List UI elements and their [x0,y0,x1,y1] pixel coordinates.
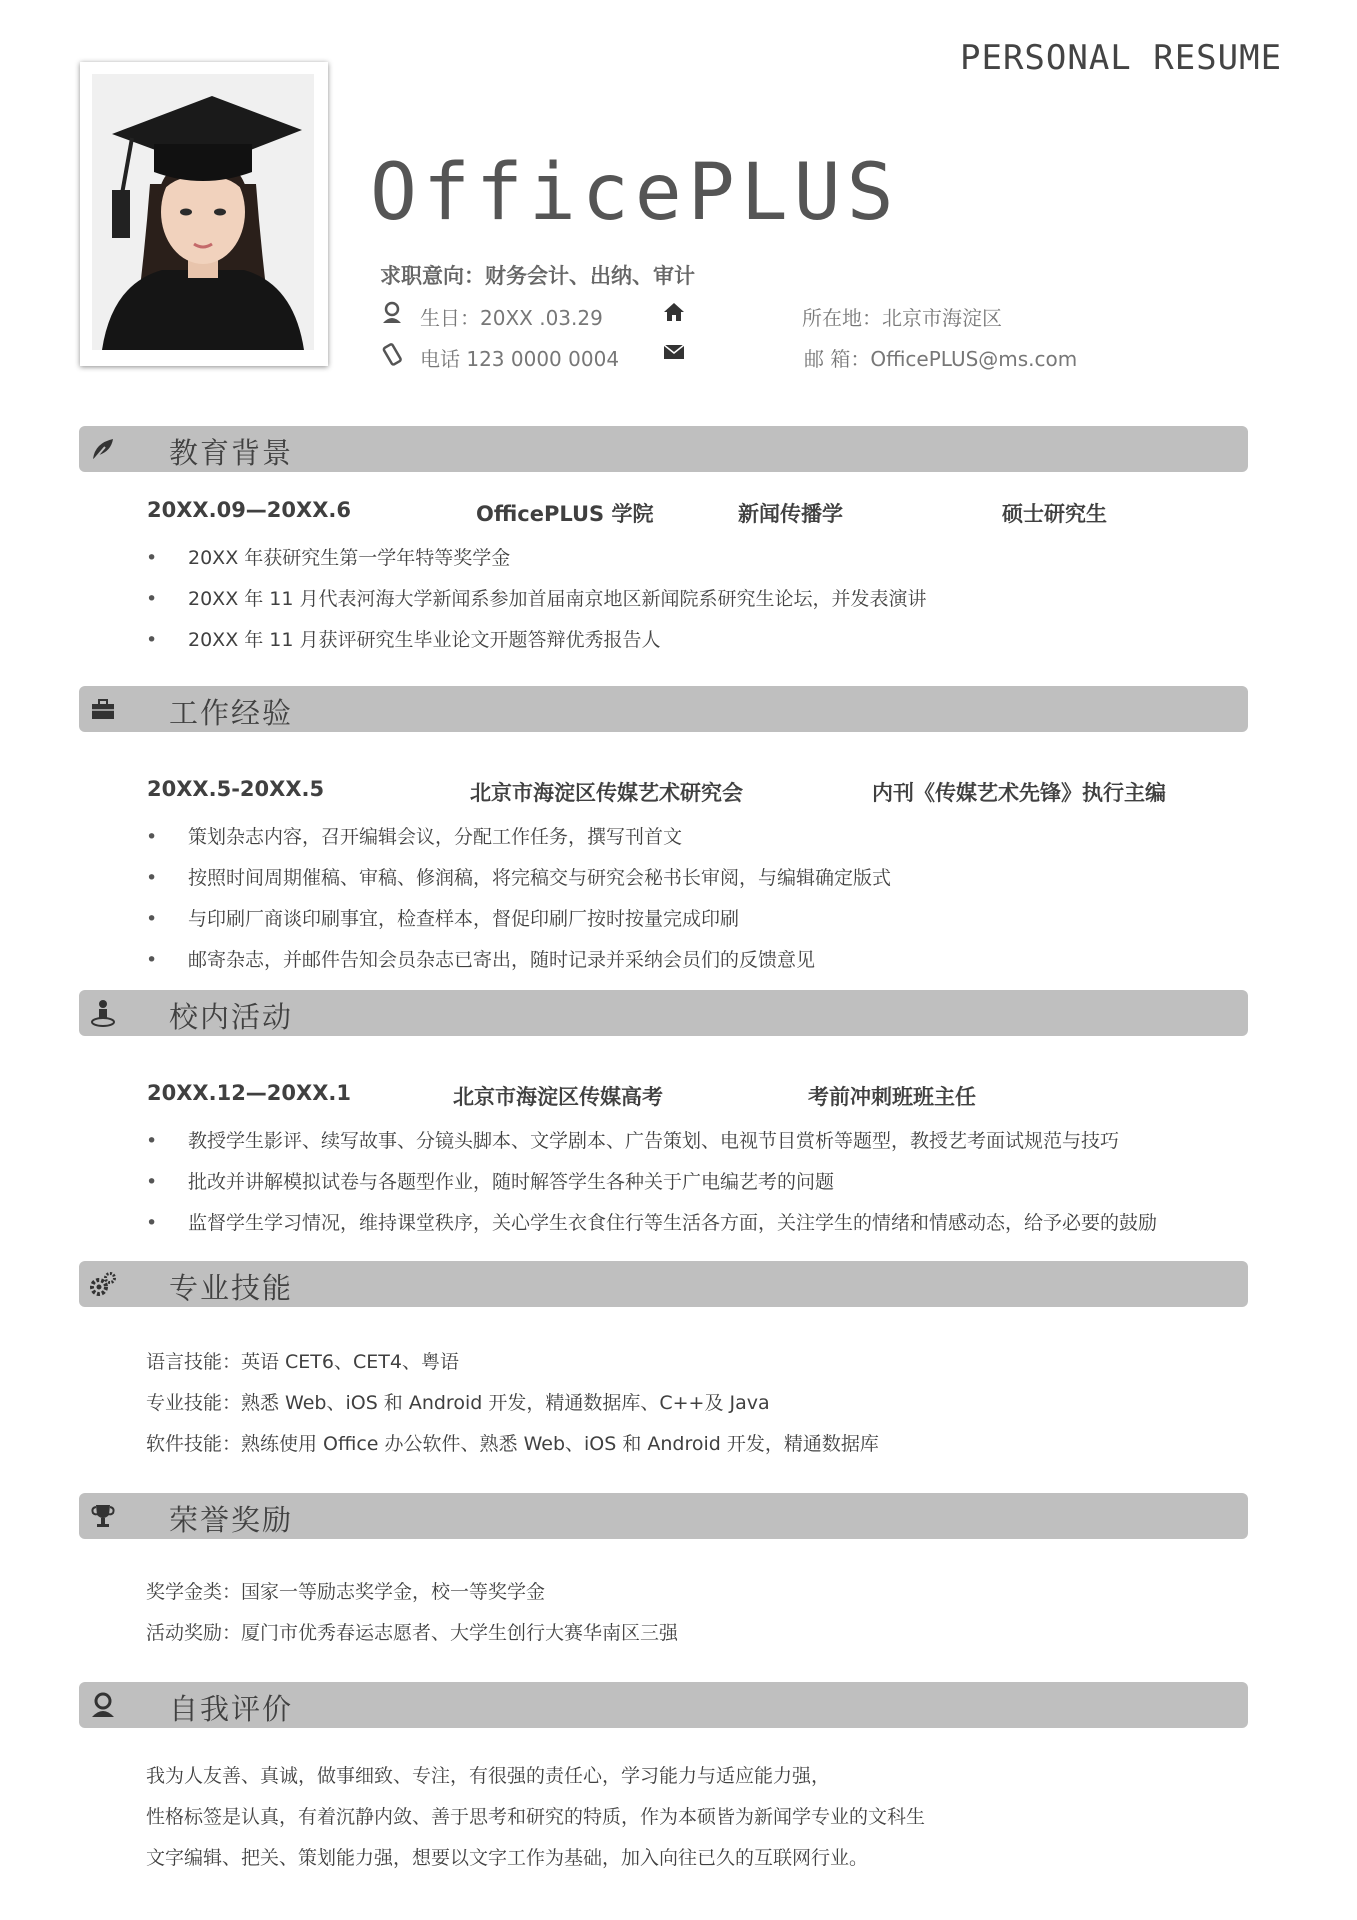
list-item: • 策划杂志内容，召开编辑会议，分配工作任务，撰写刊首文 [146,826,683,848]
section-bar-self [79,1682,1248,1728]
list-item: • 邮寄杂志，并邮件告知会员杂志已寄出，随时记录并采纳会员们的反馈意见 [146,949,816,971]
section-bar-work [79,686,1248,732]
user-icon [89,1691,117,1719]
section-title: 校内活动 [169,1000,294,1034]
section-title: 教育背景 [169,436,294,470]
section-title: 工作经验 [169,696,294,730]
list-item: • 教授学生影评、续写故事、分镜头脚本、文学剧本、广告策划、电视节目赏析等题型，教授艺考面试规范与技巧 [146,1130,1120,1152]
list-item: • 20XX 年 11 月代表河海大学新闻系参加首届南京地区新闻院系研究生论坛，并发表演讲 [146,588,927,610]
section-title: 自我评价 [169,1692,294,1726]
honor-line: 奖学金类：国家一等励志奖学金，校一等奖学金 [146,1581,546,1603]
work-role: 内刊《传媒艺术先锋》执行主编 [872,781,1166,805]
skill-line: 软件技能：熟练使用 Office 办公软件、熟悉 Web、iOS 和 Android 开发，精通数据库 [146,1433,879,1455]
list-item: • 监督学生学习情况，维持课堂秩序，关心学生衣食住行等生活各方面，关注学生的情绪和情感动态，给予必要的鼓励 [146,1212,1158,1234]
trophy-icon [89,1502,117,1530]
skill-line: 专业技能：熟悉 Web、iOS 和 Android 开发，精通数据库、C++及 Java [146,1392,770,1414]
phone-text: 电话 123 0000 0004 [420,347,620,371]
candidate-name: OfficePLUS [370,148,900,238]
honor-line: 活动奖励：厦门市优秀春运志愿者、大学生创行大赛华南区三强 [146,1622,679,1644]
list-item: • 按照时间周期催稿、审稿、修润稿，将完稿交与研究会秘书长审阅，与编辑确定版式 [146,867,892,889]
self-eval-line: 文字编辑、把关、策划能力强，想要以文字工作为基础，加入向往已久的互联网行业。 [146,1847,869,1869]
self-eval-line: 性格标签是认真，有着沉静内敛、善于思考和研究的特质，作为本硕皆为新闻学专业的文科生 [146,1806,926,1828]
feather-icon [89,435,117,463]
birthday-text: 生日：20XX .03.29 [420,306,603,330]
graduate-portrait [92,74,314,350]
edu-degree: 硕士研究生 [1002,502,1107,526]
edu-school: OfficePLUS 学院 [476,502,654,526]
work-date: 20XX.5-20XX.5 [147,777,325,801]
list-item: • 20XX 年 11 月获评研究生毕业论文开题答辩优秀报告人 [146,629,661,651]
campus-org: 北京市海淀区传媒高考 [453,1085,663,1109]
resume-tag: PERSONAL RESUME [960,38,1283,78]
profile-photo [80,62,328,366]
section-bar-campus [79,990,1248,1036]
home-icon [662,300,686,324]
briefcase-icon [89,695,117,723]
campus-date: 20XX.12—20XX.1 [147,1081,352,1105]
section-bar-skills [79,1261,1248,1307]
campus-role: 考前冲刺班班主任 [808,1085,976,1109]
work-org: 北京市海淀区传媒艺术研究会 [470,781,743,805]
edu-date: 20XX.09—20XX.6 [147,498,352,522]
edu-major: 新闻传播学 [738,502,843,526]
section-title: 专业技能 [169,1271,294,1305]
location-person-icon [89,999,117,1027]
section-bar-honors [79,1493,1248,1539]
skill-line: 语言技能：英语 CET6、CET4、粤语 [146,1351,459,1373]
section-title: 荣誉奖励 [169,1503,294,1537]
job-intent: 求职意向：财务会计、出纳、审计 [380,264,695,288]
list-item: • 与印刷厂商谈印刷事宜，检查样本，督促印刷厂按时按量完成印刷 [146,908,740,930]
section-bar-education [79,426,1248,472]
location-text: 所在地：北京市海淀区 [802,306,1002,330]
email-text: 邮 箱：OfficePLUS@ms.com [804,347,1078,371]
mail-icon [662,340,686,364]
gears-icon [89,1270,117,1298]
person-icon [380,301,404,325]
list-item: • 20XX 年获研究生第一学年特等奖学金 [146,547,511,569]
list-item: • 批改并讲解模拟试卷与各题型作业，随时解答学生各种关于广电编艺考的问题 [146,1171,835,1193]
self-eval-line: 我为人友善、真诚，做事细致、专注，有很强的责任心，学习能力与适应能力强， [146,1765,831,1787]
phone-icon [380,342,404,366]
